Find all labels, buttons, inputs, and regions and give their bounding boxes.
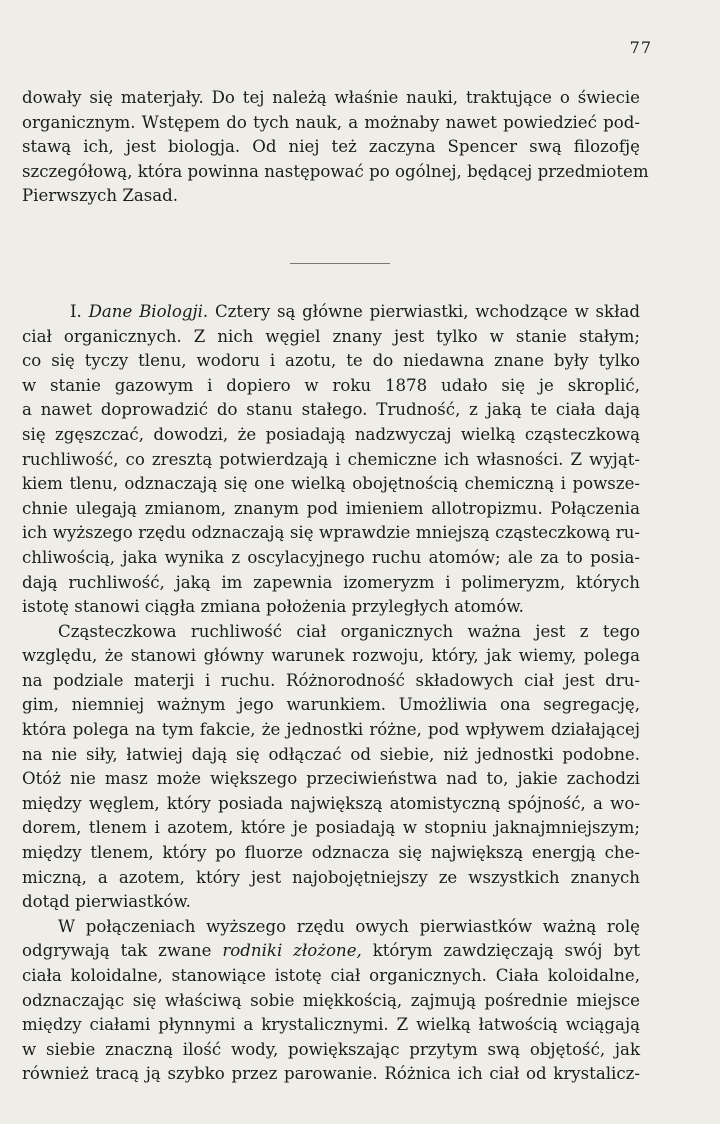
text-line: dają ruchliwość, jaką im zapewnia izomeryzm i polimeryzm, których xyxy=(22,572,640,592)
text-line: ciała koloidalne, stanowiące istotę ciał organicznych. Ciała koloidalne, xyxy=(22,966,640,985)
text-line: się zgęszczać, dowodzi, że posiadają nadzwyczaj wielką cząsteczkową xyxy=(22,424,640,444)
section-title: Dane Biologji. xyxy=(88,301,209,321)
text-fragment: Cztery są główne pierwiastki, wchodzące w skład xyxy=(214,301,640,321)
text-line: stawą ich, jest biologja. Od niej też zaczyna Spencer swą filozofję xyxy=(22,137,640,157)
text-line: kiem tlenu, odznaczają się one wielką obojętnością chemiczną i powsze- xyxy=(22,474,640,494)
text-line: również tracą ją szybko przez parowanie. Różnica ich ciał od krystalicz- xyxy=(22,1064,640,1084)
text-fragment: odgrywają tak zwane xyxy=(22,941,212,961)
text-line: Otóż nie masz może większego przeciwieństwa nad to, jakie zachodzi xyxy=(22,769,640,789)
section-heading-line xyxy=(22,300,640,325)
text-line: Pierwszych Zasad. xyxy=(22,186,179,206)
text-line: W połączeniach wyższego rzędu owych pierwiastków ważną rolę xyxy=(58,916,640,936)
text-line: dowały się materjały. Do tej należą właśnie nauki, traktujące o świecie xyxy=(22,88,640,107)
text-line: istotę stanowi ciągła zmiana położenia przyległych atomów. xyxy=(22,597,524,617)
text-line: ciał organicznych. Z nich węgiel znany jest tylko w stanie stałym; xyxy=(22,326,640,346)
text-line: szczegółową, która powinna następować po ogólnej, będącej przedmiotem xyxy=(22,161,649,181)
text-line: chliwością, jaka wynika z oscylacyjnego ruchu atomów; ale za to posia- xyxy=(22,547,640,567)
text-line: co się tyczy tlenu, wodoru i azotu, te do niedawna znane były tylko xyxy=(22,351,640,371)
text-line: a nawet doprowadzić do stanu stałego. Trudność, z jaką te ciała dają xyxy=(22,400,640,420)
text-line: organicznym. Wstępem do tych nauk, a możnaby nawet powiedzieć pod- xyxy=(22,112,640,132)
text-line: ich wyższego rzędu odznaczają się wprawdzie mniejszą cząsteczkową ru- xyxy=(22,523,640,543)
paragraph-continuation xyxy=(22,86,649,209)
paragraph-section-one xyxy=(22,300,640,620)
text-line: Cząsteczkowa ruchliwość ciał organicznych ważna jest z tego xyxy=(58,621,640,641)
text-line: w stanie gazowym i dopiero w roku 1878 udało się je skroplić, xyxy=(22,375,640,395)
text-line: gim, niemniej ważnym jego warunkiem. Umożliwia ona segregację, xyxy=(22,695,640,715)
text-line: ruchliwość, co zresztą potwierdzają i chemiczne ich własności. Z wyjąt- xyxy=(22,449,640,469)
text-line: na nie siły, łatwiej dają się odłączać od siebie, niż jednostki podobne. xyxy=(22,744,640,764)
text-line: na podziale materji i ruchu. Różnorodność składowych ciał jest dru- xyxy=(22,670,640,690)
text-line: która polega na tym fakcie, że jednostki różne, pod wpływem działającej xyxy=(22,720,640,740)
page-body xyxy=(22,86,649,1087)
text-line-with-italic xyxy=(22,939,640,964)
text-fragment: którym zawdzięczają swój byt xyxy=(372,941,640,961)
section-gap xyxy=(22,264,640,300)
paragraph xyxy=(22,620,640,915)
text-line: między tlenem, który po fluorze odznacza się największą energją che- xyxy=(22,843,640,863)
text-line: między węglem, który posiada największą atomistyczną spójność, a wo- xyxy=(22,793,640,813)
text-line: dotąd pierwiastków. xyxy=(22,892,191,912)
italic-term: rodniki złożone, xyxy=(222,941,362,961)
text-line: dorem, tlenem i azotem, które je posiadają w stopniu jaknajmniejszym; xyxy=(22,818,640,838)
text-line: w siebie znaczną ilość wody, powiększając przytym swą objętość, jak xyxy=(22,1039,640,1059)
paragraph xyxy=(22,915,640,1087)
text-line: miczną, a azotem, który jest najobojętniejszy ze wszystkich znanych xyxy=(22,867,640,887)
text-line: odznaczając się właściwą sobie miękkością, zajmują pośrednie miejsce xyxy=(22,990,640,1010)
text-line: chnie ulegają zmianom, znanym pod imieniem allotropizmu. Połączenia xyxy=(22,498,640,518)
section-number: I. xyxy=(70,301,82,321)
page-number: 77 xyxy=(629,38,652,57)
text-line: między ciałami płynnymi a krystalicznymi. Z wielką łatwością wciągają xyxy=(22,1015,640,1035)
text-line: względu, że stanowi główny warunek rozwoju, który, jak wiemy, polega xyxy=(22,646,640,666)
